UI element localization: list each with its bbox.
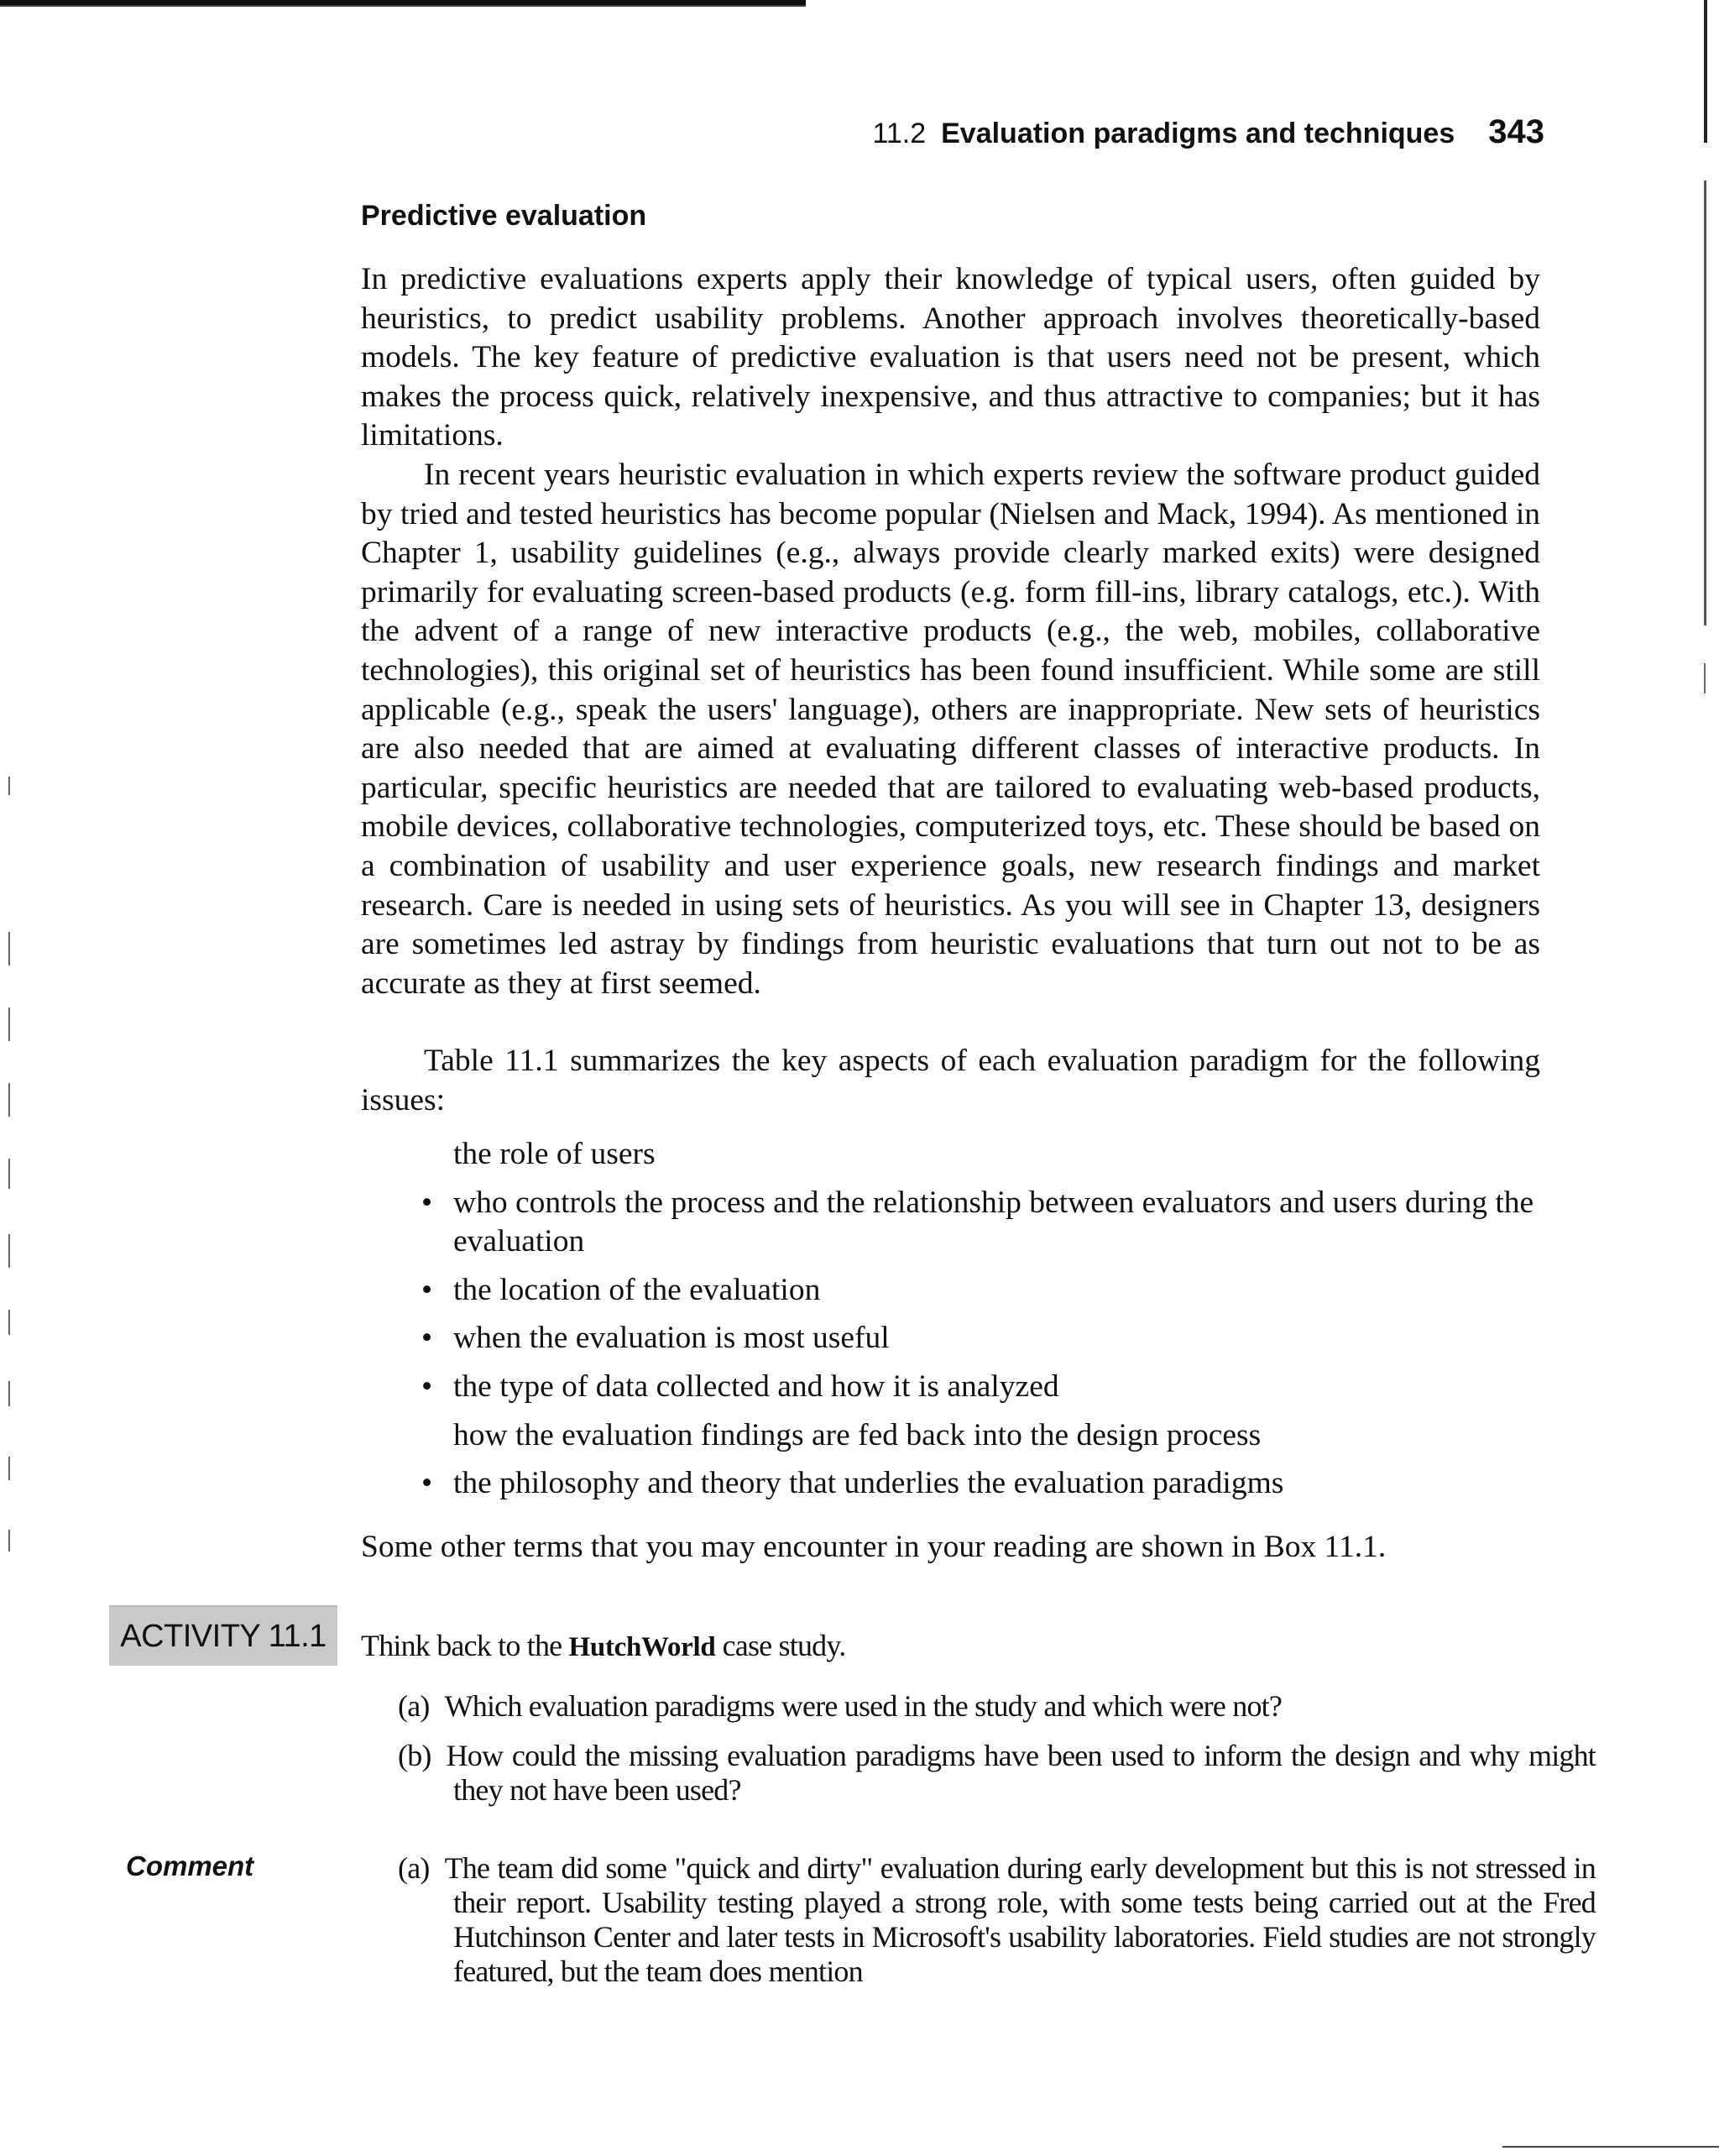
left-margin-tick xyxy=(8,1159,10,1189)
comment-marker: (a) xyxy=(398,1851,430,1885)
left-margin-tick xyxy=(8,1310,10,1335)
right-margin-tick xyxy=(1704,663,1706,693)
section-title: Evaluation paradigms and techniques xyxy=(941,118,1455,149)
question-marker: (a) xyxy=(398,1689,430,1723)
body-paragraph: In predictive evaluations experts apply their knowledge of typical users, often guided by heuristics, to predict usability problems. Another approach involves theoretically-based models. The key feature of predictive evaluation is that users need not be present, which makes the process quick, relatively inexpensive, and thus attractive to companies; but it has limitations. xyxy=(361,262,1540,453)
activity-intro-brand: HutchWorld xyxy=(568,1632,716,1662)
section-heading: Predictive evaluation xyxy=(361,200,647,232)
left-margin-tick xyxy=(8,932,10,965)
right-margin-rule xyxy=(1704,0,1707,143)
issues-list xyxy=(361,1135,1540,1513)
left-margin-tick xyxy=(8,1530,10,1552)
list-item xyxy=(361,1135,1540,1175)
question-marker: (b) xyxy=(398,1739,431,1772)
list-item-text: the role of users xyxy=(453,1137,656,1171)
activity-intro-before: Think back to the xyxy=(361,1629,569,1662)
list-item-text: how the evaluation findings are fed back into the design process xyxy=(453,1417,1262,1452)
left-margin-tick xyxy=(8,1234,10,1268)
bullet: • xyxy=(421,1185,433,1220)
left-margin-tick xyxy=(8,777,10,795)
activity-label: ACTIVITY 11.1 xyxy=(109,1605,337,1666)
section-number: 11.2 xyxy=(872,118,927,149)
list-item xyxy=(361,1271,1540,1311)
running-head xyxy=(872,113,1544,151)
question-text: How could the missing evaluation paradigms have been used to inform the design and why might they not have been used? xyxy=(446,1739,1596,1807)
list-item xyxy=(361,1368,1540,1407)
list-item xyxy=(361,1319,1540,1358)
list-item xyxy=(361,1184,1540,1262)
right-margin-rule-lower xyxy=(1704,181,1706,625)
closing-sentence: Some other terms that you may encounter in your reading are shown in Box 11.1. xyxy=(361,1530,1387,1564)
left-margin-tick xyxy=(8,1007,10,1041)
body-paragraph: In recent years heuristic evaluation in which experts review the software product guided by tried and tested heuristics has become popular (Nielsen and Mack, 1994). As mentioned in Chapter 1, usability guidelines (e.g., always provide clearly marked exits) were designed primarily for evaluating screen-based products (e.g. form fill-ins, library catalogs, etc.). With the advent of a range of new interactive products (e.g., the web, mobiles, collaborative technologies), this original set of heuristics has been found insufficient. While some are still applicable (e.g., speak the users' language), others are inappropriate. New sets of heuristics are also needed that are aimed at evaluating different classes of interactive products. In particular, specific heuristics are needed that are tailored to evaluating web-based products, mobile devices, collaborative technologies, computerized toys, etc. These should be based on a combination of usability and user experience goals, new research findings and market research. Care is needed in using sets of heuristics. As you will see in Chapter 13, designers are sometimes led astray by findings from heuristic evaluations that turn out not to be as accurate as they at first seemed. xyxy=(361,458,1540,1001)
comment-label: Comment xyxy=(126,1850,254,1881)
list-item-text: the location of the evaluation xyxy=(453,1272,821,1307)
left-margin-tick xyxy=(8,1381,10,1406)
list-item xyxy=(361,1464,1540,1504)
comment-item xyxy=(398,1851,1596,1989)
body-paragraph: Table 11.1 summarizes the key aspects of each evaluation paradigm for the following issues: xyxy=(361,1044,1540,1117)
bullet: • xyxy=(421,1321,433,1356)
question-text: Which evaluation paradigms were used in the study and which were not? xyxy=(444,1689,1283,1723)
list-item-text: who controls the process and the relationship between evaluators and users during the evaluation xyxy=(453,1185,1534,1259)
bullet: • xyxy=(421,1368,433,1404)
activity-intro-after: case study. xyxy=(715,1629,846,1662)
left-margin-tick xyxy=(8,1083,10,1117)
top-border-rule-thin xyxy=(0,5,806,7)
activity-question xyxy=(398,1739,1596,1808)
bottom-border-rule xyxy=(1502,2146,1719,2148)
comment-text: The team did some "quick and dirty" evaluation during early development but this is not stressed in their report. Usability testing played a strong role, with some tests being carried out at the Fred Hutchinson Center and later tests in Microsoft's usability laboratories. Field studies are not strongly featured, but the team does mention xyxy=(444,1851,1596,1988)
list-item-text: the type of data collected and how it is analyzed xyxy=(453,1368,1059,1404)
list-item xyxy=(361,1416,1540,1456)
bullet: • xyxy=(421,1466,433,1501)
page-number: 343 xyxy=(1488,113,1544,150)
list-item-text: the philosophy and theory that underlies the evaluation paradigms xyxy=(453,1466,1284,1501)
activity-intro xyxy=(361,1629,1540,1665)
activity-question xyxy=(398,1689,1596,1724)
bullet: • xyxy=(421,1272,433,1307)
list-item-text: when the evaluation is most useful xyxy=(453,1321,890,1356)
left-margin-tick xyxy=(8,1457,10,1480)
